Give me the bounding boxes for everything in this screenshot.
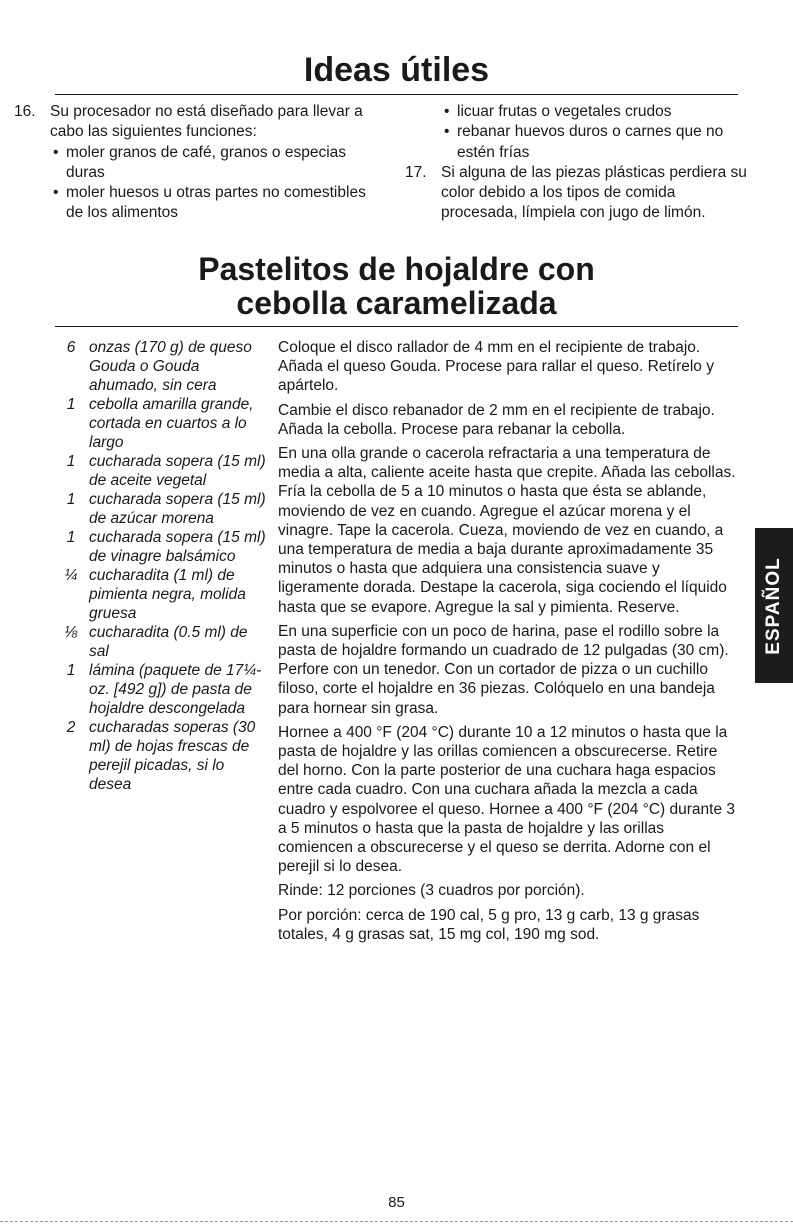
page-title: Ideas útiles (303, 51, 490, 89)
ingredient-quantity: 1 (66, 529, 76, 546)
ingredient-text: cucharadita (1 ml) de pimienta negra, molida gruesa (89, 567, 246, 622)
title-divider (55, 94, 738, 95)
method-step: En una olla grande o cacerola refractaria a una temperatura de media a alta, caliente aceite hasta que crepite. Añada las cebollas. Fría la cebolla de 5 a 10 minutos o hasta que ésta se ablande, moviendo de vez en cuando. Agregue el azúcar morena y el vinagre. Tape la cacerola. Cueza, moviendo de vez en cuando, a una temperatura de media a baja durante aproximadamente 35 minutos o hasta que adquiera una consistencia suave y ligeramente dorada. Destape la cacerola, siga cociendo el líquido hasta que se evapore. Agregue la sal y pimienta. Reserve. (278, 445, 736, 616)
tip-bullet: • moler granos de café, granos o especias duras (50, 143, 374, 184)
ingredient-quantity: 1 (66, 396, 76, 413)
ingredient-quantity: 2 (66, 719, 76, 736)
yield-text: Rinde: 12 porciones (3 cuadros por porción). (278, 882, 585, 900)
ingredient-item (55, 566, 270, 623)
ingredient-quantity: 6 (66, 339, 76, 356)
ingredient-list (55, 338, 270, 794)
method-step: Coloque el disco rallador de 4 mm en el recipiente de trabajo. Añada el queso Gouda. Procese para rallar el queso. Retírelo y apártelo. (278, 339, 714, 395)
ingredient-text: onzas (170 g) de queso Gouda o Gouda ahumado, sin cera (89, 339, 252, 394)
ingredient-item (55, 338, 270, 395)
language-tab (755, 528, 793, 683)
tip-number: 17. (405, 163, 427, 181)
tip-bullet: • moler huesos u otras partes no comestibles de los alimentos (50, 183, 374, 224)
tip-item-16 (14, 102, 374, 224)
method-step: En una superficie con un poco de harina, pase el rodillo sobre la pasta de hojaldre formando un cuadrado de 12 pulgadas (30 cm). Perfore con un tenedor. Con un cortador de pizza o un cuchillo filoso, corte el hojaldre en 36 piezas. Colóquelo en una bandeja para hornear sin grasa. (278, 622, 729, 717)
ingredient-text: cucharadita (0.5 ml) de sal (89, 624, 248, 660)
ingredient-quantity: 1 (66, 491, 76, 508)
tip-text: Si alguna de las piezas plásticas perdiera su color debido a los tipos de comida procesada, límpiela con jugo de limón. (441, 163, 747, 222)
ingredient-quantity: 1 (66, 662, 76, 679)
method-step: Cambie el disco rebanador de 2 mm en el recipiente de trabajo. Añada la cebolla. Procese para rebanar la cebolla. (278, 401, 715, 438)
page-number: 85 (388, 1194, 405, 1211)
tips-column-right (405, 102, 750, 224)
recipe-title-line-2: cebolla caramelizada (236, 285, 557, 321)
ingredient-item (55, 490, 270, 528)
ingredient-quantity: ¼ (64, 567, 78, 584)
recipe-divider (55, 326, 738, 327)
tip-bullet: • rebanar huevos duros o carnes que no estén frías (441, 122, 750, 163)
ingredient-text: cucharada sopera (15 ml) de azúcar morena (89, 491, 266, 527)
tip-bullet-list (50, 143, 374, 224)
tip-item-17 (405, 163, 750, 224)
ingredient-item (55, 718, 270, 794)
tip-bullet: • licuar frutas o vegetales crudos (441, 102, 750, 122)
ingredient-text: lámina (paquete de 17¼-oz. [492 g]) de pasta de hojaldre descongelada (89, 662, 262, 717)
ingredient-text: cucharada sopera (15 ml) de aceite vegetal (89, 453, 266, 489)
language-tab-label: ESPAÑOL (763, 556, 784, 655)
ingredient-item (55, 528, 270, 566)
nutrition-text: Por porción: cerca de 190 cal, 5 g pro, 13 g carb, 13 g grasas totales, 4 g grasas sat, 15 mg col, 190 mg sod. (278, 906, 700, 943)
tip-bullet-list (441, 102, 750, 163)
page-bottom-edge (0, 1221, 793, 1222)
tips-column-left (14, 102, 374, 224)
ingredient-text: cucharada sopera (15 ml) de vinagre balsámico (89, 529, 266, 565)
ingredient-item (55, 623, 270, 661)
ingredient-text: cebolla amarilla grande, cortada en cuartos a lo largo (89, 396, 254, 451)
ingredient-quantity: 1 (66, 453, 76, 470)
tip-item-16-continued (405, 102, 750, 163)
tip-number: 16. (14, 103, 36, 120)
method-step: Hornee a 400 °F (204 °C) durante 10 a 12 minutos o hasta que la pasta de hojaldre y las orillas comiencen a obscurecerse. Retire del horno. Con la parte posterior de una cuchara haga espacios entre cada cuadro. Con una cuchara añada la mezcla a cada cuadro y espolvoree el queso. Hornee a 400 °F (204 °C) durante 3 a 5 minutos o hasta que la pasta de hojaldre y las orillas comiencen a obscurecerse y el queso se derrita. Adorne con el perejil si lo desea. (278, 723, 736, 876)
recipe-method (278, 338, 740, 949)
ingredient-text: cucharadas soperas (30 ml) de hojas frescas de perejil picadas, si lo desea (89, 719, 256, 793)
ingredient-item (55, 452, 270, 490)
recipe-title-line-1: Pastelitos de hojaldre con (198, 251, 595, 287)
recipe-title (0, 252, 793, 320)
tip-text: Su procesador no está diseñado para llevar a cabo las siguientes funciones: (50, 103, 363, 141)
ingredient-item (55, 395, 270, 452)
ingredient-item (55, 661, 270, 718)
ingredient-quantity: ⅛ (64, 624, 78, 641)
